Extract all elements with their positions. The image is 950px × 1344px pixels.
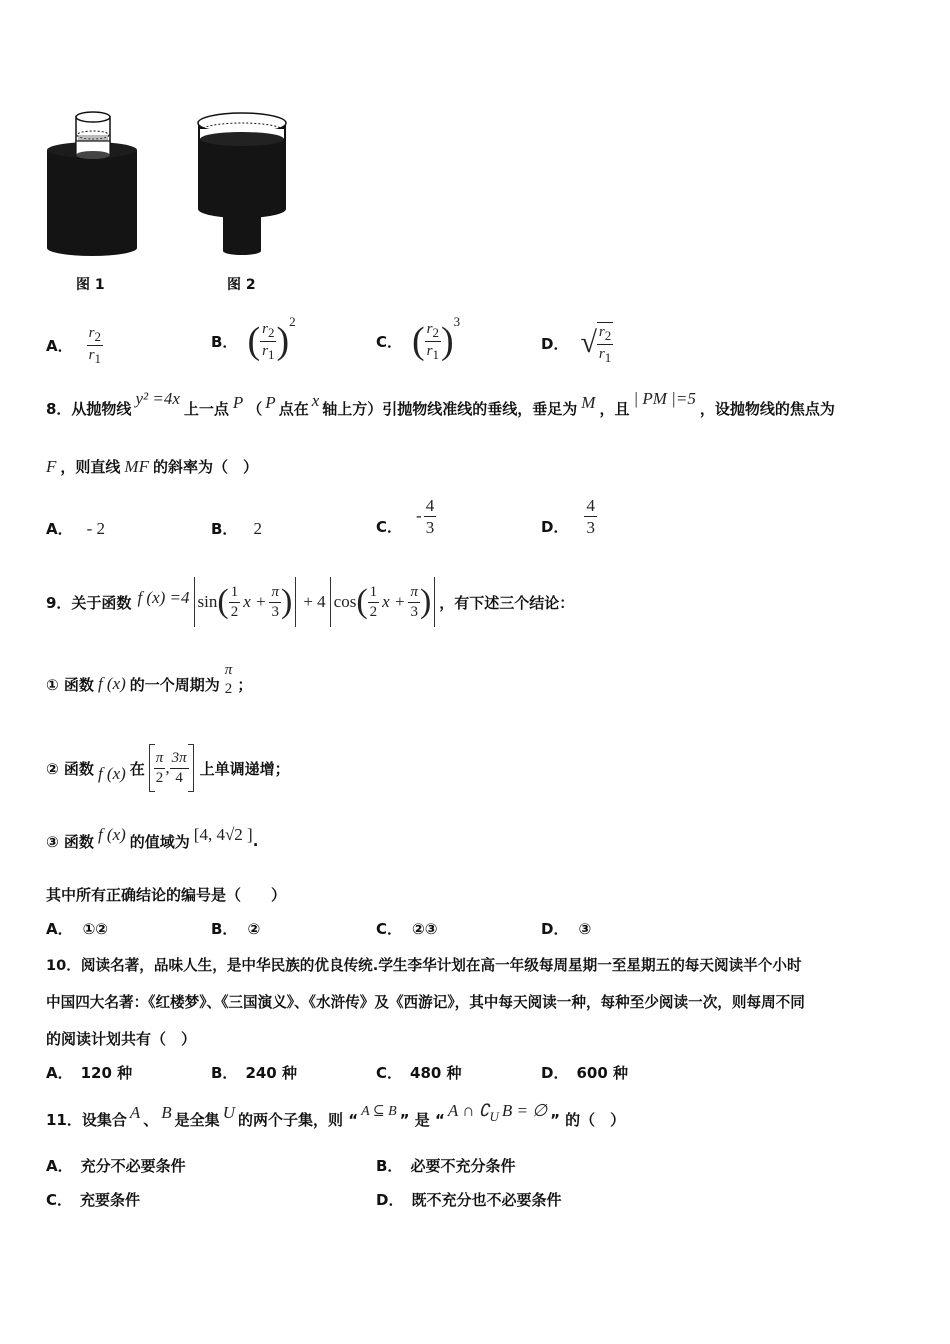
- q10-option-b[interactable]: B． 240 种: [211, 1064, 297, 1082]
- fraction: $\frac{4}{3}$: [425, 495, 435, 537]
- q9-conclusion-1: ① 函数 f (x) 的一个周期为 π 2 ；: [46, 662, 253, 697]
- fraction: $\frac{4}{3}$: [586, 495, 595, 537]
- q11-option-d[interactable]: D． 既不充分也不必要条件: [376, 1191, 562, 1209]
- q8-option-a[interactable]: A． - 2: [46, 518, 106, 538]
- option-label: A．: [46, 336, 73, 355]
- q11-option-b[interactable]: B． 必要不充分条件: [376, 1157, 516, 1175]
- exponent: 3: [453, 314, 461, 329]
- q9-option-a[interactable]: A． ①②: [46, 920, 109, 938]
- q8-option-c[interactable]: C． - $\frac{4}{3}$: [376, 495, 435, 537]
- q7-option-a[interactable]: [46, 322, 103, 368]
- fraction: $\frac{r_2}{r_1}$: [426, 320, 440, 362]
- fraction: $\frac{r_2}{r_1}$: [262, 320, 275, 362]
- q10-stem-line1: 10．阅读名著，品味人生，是中华民族的优良传统.学生李华计划在高一年级每周星期一至星期五的每天阅读半个小时: [46, 957, 802, 974]
- q9-conclusion-3: ③ 函数 f (x) 的值域为 [4, 4√2 ] .: [46, 825, 259, 851]
- q8-option-d[interactable]: D． $\frac{4}{3}$: [541, 495, 595, 537]
- fraction: $\frac{r_2}{r_1}$: [598, 324, 612, 365]
- q10-option-d[interactable]: D． 600 种: [541, 1064, 628, 1082]
- q10-stem-line2: 中国四大名著：《红楼梦》、《三国演义》、《水浒传》及《西游记》，其中每天阅读一种，每种至少阅读一次，则每周不同: [46, 994, 805, 1011]
- q10-stem-line3: 的阅读计划共有（ ）: [46, 1030, 197, 1048]
- q8-stem-line1: 8．从抛物线 y² =4x 上一点 P （ P 点在 x 轴上方）引抛物线准线的垂线，垂足为 M ，且 | PM |=5 ，设抛物线的焦点为: [46, 388, 835, 418]
- q9-option-d[interactable]: D． ③: [541, 920, 592, 938]
- figure-2: [195, 105, 289, 257]
- figure-2-caption: 图 2: [227, 277, 256, 293]
- q11-stem: 11．设集合 A 、 B 是全集 U 的两个子集，则 “ A ⊆ B ” 是 “ A ∩ ∁ $_U$ B = ∅ ” 的（ ）: [46, 1101, 626, 1129]
- q11-option-a[interactable]: A． 充分不必要条件: [46, 1157, 186, 1175]
- option-label: D．: [541, 334, 569, 353]
- q7-option-d[interactable]: [541, 318, 613, 368]
- q10-option-a[interactable]: A． 120 种: [46, 1064, 133, 1082]
- q9-question: 其中所有正确结论的编号是（ ）: [46, 886, 287, 904]
- q9-option-b[interactable]: B． ②: [211, 920, 261, 938]
- option-label: B．: [211, 332, 238, 351]
- q7-option-c[interactable]: C． ( $\frac{r_2}{r_1}$ ) 3: [376, 314, 461, 362]
- q11-option-c[interactable]: C． 充要条件: [46, 1191, 141, 1209]
- exponent: 2: [289, 314, 296, 329]
- figure-1: [44, 105, 140, 257]
- fraction: $\frac{r_2}{r_1}$: [88, 324, 101, 366]
- q8-option-b[interactable]: B． 2: [211, 518, 262, 538]
- q7-option-b[interactable]: B． ( $\frac{r_2}{r_1}$ ) 2: [211, 314, 296, 362]
- option-label: C．: [376, 332, 403, 351]
- q9-option-c[interactable]: C． ②③: [376, 920, 438, 938]
- sqrt-sign: √: [580, 326, 597, 359]
- q8-stem-line2: F ，则直线 MF 的斜率为（ ）: [46, 456, 258, 476]
- q9-conclusion-2: ② 函数 f (x) 在 $\frac{\pi}{2}$ , $\frac{3\pi}{4}$ 上单调递增；: [46, 742, 290, 794]
- q10-option-c[interactable]: C． 480 种: [376, 1064, 462, 1082]
- q9-stem: 9．关于函数 f (x) =4 sin ( $\frac{1}{2}$ x + $\frac{\pi}{3}$ ) + 4 cos ( $\frac{1}{2}$ x + $\frac{\pi}{3}$ ) ，有下述三个结论：: [46, 576, 574, 628]
- figure-1-caption: 图 1: [76, 277, 105, 293]
